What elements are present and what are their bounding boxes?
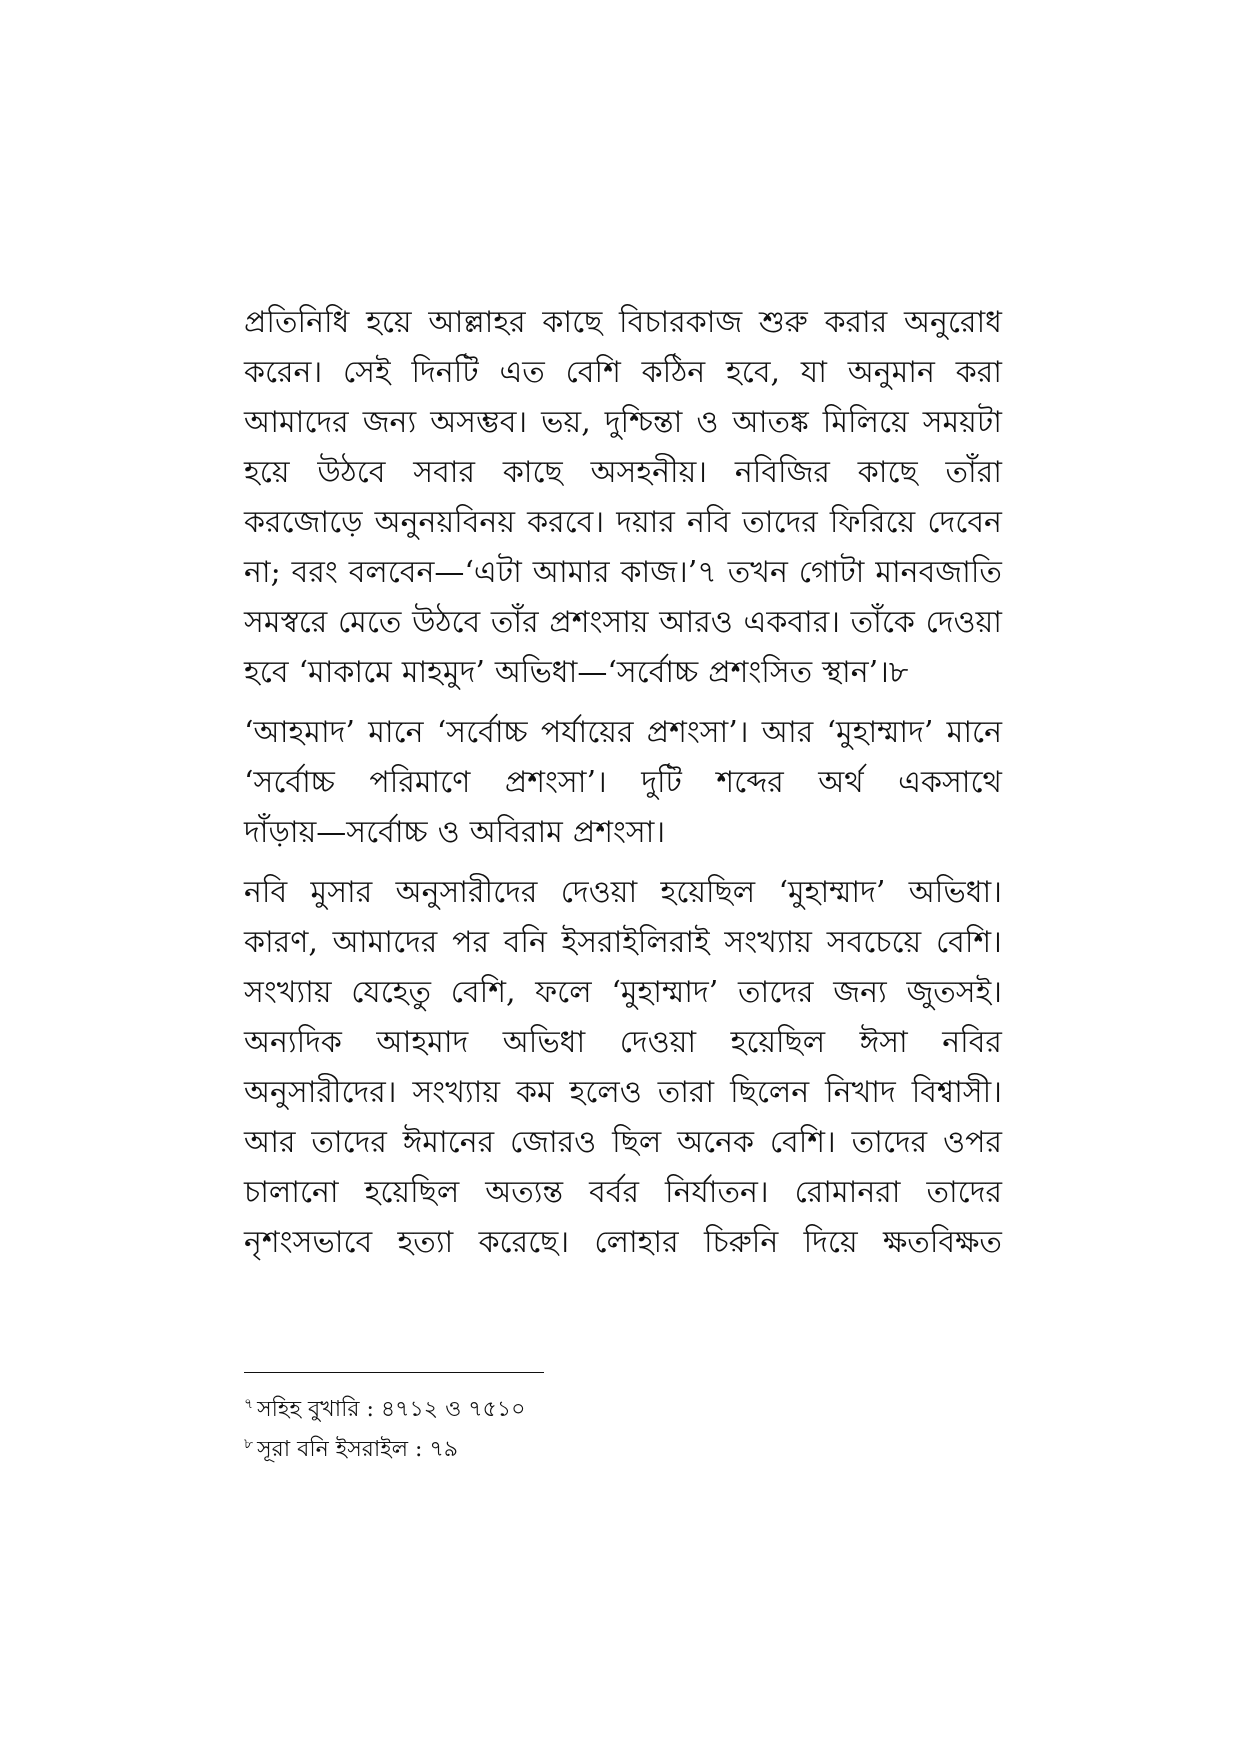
word: মুসার: [310, 875, 373, 910]
word: ‘আহমাদ’: [244, 715, 355, 750]
word: বর্বর: [589, 1175, 639, 1210]
footnote-divider: [244, 1372, 544, 1373]
word: আর: [761, 715, 814, 750]
word: হবে: [244, 655, 289, 690]
word: ‘সর্বোচ্চ: [436, 715, 528, 750]
word: করজোড়ে: [244, 505, 363, 540]
text-line: [244, 298, 1002, 348]
word: জোরও: [509, 1125, 597, 1160]
word: পর: [452, 925, 489, 960]
word: চালানো: [244, 1175, 339, 1210]
text-line: [244, 1218, 1002, 1268]
word: তারা: [657, 1075, 715, 1110]
word: সংখ্যায়: [244, 975, 332, 1010]
word: দেওয়া: [560, 875, 638, 910]
text-line: [244, 598, 1002, 648]
word: আহমাদ: [376, 1025, 469, 1060]
word: সবচেয়ে: [826, 925, 922, 960]
word: কাছে: [542, 305, 603, 340]
word: বিচারকাজ: [619, 305, 743, 340]
word: জন্য: [833, 975, 887, 1010]
word: যেহেতু: [351, 975, 432, 1010]
text-line: [244, 868, 1002, 918]
word: আমার: [532, 555, 610, 590]
word: তাদের: [311, 1125, 387, 1160]
word: না;: [244, 555, 281, 590]
word: হয়ে: [366, 305, 412, 340]
word: নবিজির: [734, 455, 830, 490]
text-line: [244, 708, 1002, 758]
word: দেবেন: [927, 505, 1002, 540]
text-line: [244, 1118, 1002, 1168]
word: ক্ষতবিক্ষত: [883, 1225, 1002, 1260]
word: ছিল: [612, 1125, 662, 1160]
word: যা: [800, 355, 827, 390]
word: সমস্বরে: [244, 605, 328, 640]
word: উঠবে: [412, 605, 481, 640]
word: বিশ্বাসী।: [911, 1075, 1002, 1110]
word: স্থান’।৮: [822, 655, 909, 690]
word: হয়েছিল: [730, 1025, 826, 1060]
text-line: [244, 758, 1002, 808]
word: অবিরাম: [469, 815, 563, 850]
text-line: [244, 968, 1002, 1018]
word: শুরু: [758, 305, 808, 340]
word: সেই: [343, 355, 391, 390]
word: মানে: [946, 715, 1002, 750]
word: ‘সর্বোচ্চ: [244, 765, 335, 800]
footnotes: [244, 1390, 1002, 1470]
word: অনুনয়বিনয়: [374, 505, 515, 540]
word: আর: [244, 1125, 296, 1160]
word: মানে: [368, 715, 424, 750]
word: কারণ,: [244, 925, 318, 960]
word: জুতসই।: [906, 975, 1002, 1010]
word: পর্যায়ের: [540, 715, 634, 750]
word: আল্লাহর: [428, 305, 526, 340]
word: ‘মুহাম্মাদ’: [778, 875, 886, 910]
word: ওপর: [943, 1125, 1002, 1160]
word: প্রশংসা’।: [504, 765, 607, 800]
word: দিনটি: [411, 355, 479, 390]
word: ফলে: [535, 975, 592, 1010]
word: অনুসারীদের।: [244, 1075, 397, 1110]
word: ঈসা: [859, 1025, 908, 1060]
word: ছিলেন: [730, 1075, 810, 1110]
word: তাঁরা: [945, 455, 1002, 490]
word: লোহার: [594, 1225, 679, 1260]
word: মেতে: [337, 605, 402, 640]
word: বলবেন—‘এটা: [348, 555, 522, 590]
word: কাছে: [857, 455, 918, 490]
word: নিখাদ: [825, 1075, 896, 1110]
word: দয়ার: [616, 505, 675, 540]
word: অনুমান: [847, 355, 935, 390]
word: পরিমাণে: [369, 765, 471, 800]
word: কাজ।’৭: [620, 555, 717, 590]
word: হত্যা: [397, 1225, 454, 1260]
word: বনি: [503, 925, 547, 960]
footnote-7: [244, 1390, 1002, 1430]
word: তাঁর: [490, 605, 539, 640]
word: করবে।: [527, 505, 605, 540]
word: ভয়,: [541, 405, 591, 440]
word: সংখ্যায়: [412, 1075, 500, 1110]
text-line: [244, 648, 1002, 698]
paragraph-1: [244, 298, 1002, 698]
word: প্রশংসা।: [572, 815, 666, 850]
word: সবার: [413, 455, 475, 490]
word: ‘মুহাম্মাদ’: [611, 975, 719, 1010]
word: সংখ্যায়: [724, 925, 812, 960]
word: দুশ্চিন্তা: [604, 405, 683, 440]
text-line: [244, 448, 1002, 498]
word: প্রশংসায়: [549, 605, 649, 640]
word: সময়টা: [922, 405, 1002, 440]
word: অসম্ভব।: [430, 405, 528, 440]
word: বরং: [291, 555, 338, 590]
text-line: [244, 1168, 1002, 1218]
word: দিয়ে: [803, 1225, 858, 1260]
word: বেশি।: [769, 1125, 836, 1160]
word: নির্যাতন।: [665, 1175, 769, 1210]
text-line: [244, 1068, 1002, 1118]
word: দেওয়া: [925, 605, 1002, 640]
word: দাঁড়ায়—সর্বোচ্চ: [244, 815, 428, 850]
word: ‘মুহাম্মাদ’: [826, 715, 934, 750]
word: নবি: [686, 505, 731, 540]
word: অসহনীয়।: [590, 455, 708, 490]
word: একসাথে: [898, 765, 1002, 800]
text-line: [244, 1018, 1002, 1068]
word: তাঁকে: [850, 605, 915, 640]
text-line: [244, 348, 1002, 398]
word: প্রতিনিধি: [244, 305, 350, 340]
word: করেছে।: [478, 1225, 570, 1260]
word: ইসরাইলিরাই: [561, 925, 710, 960]
word: প্রশংসা’।: [646, 715, 749, 750]
footnote-text: সহিহ বুখারি : ৪৭১২ ও ৭৫১০: [257, 1397, 526, 1422]
word: হয়েছিল: [364, 1175, 460, 1210]
footnote-marker: ৮: [244, 1435, 254, 1452]
word: অনুসারীদের: [395, 875, 538, 910]
text-line: [244, 808, 1002, 858]
word: অভিধা—‘সর্বোচ্চ: [494, 655, 699, 690]
word: ঈমানের: [402, 1125, 495, 1160]
word: উঠবে: [317, 455, 386, 490]
word: নবি: [244, 875, 288, 910]
word: ও: [696, 405, 719, 440]
footnote-marker: ৭: [244, 1395, 254, 1412]
word: কঠিন: [641, 355, 706, 390]
paragraph-2: [244, 708, 1002, 858]
word: তখন: [727, 555, 788, 590]
word: হয়েছিল: [660, 875, 756, 910]
footnote-text: সূরা বনি ইসরাইল : ৭৯: [257, 1437, 459, 1462]
word: চিরুনি: [703, 1225, 779, 1260]
word: গোটা: [798, 555, 865, 590]
word: আতঙ্ক: [732, 405, 809, 440]
word: দুটি: [641, 765, 682, 800]
word: এত: [499, 355, 545, 390]
word: নবির: [942, 1025, 1002, 1060]
word: রোমানরা: [794, 1175, 901, 1210]
word: অর্থ: [818, 765, 864, 800]
word: অনুরোধ: [904, 305, 1002, 340]
word: করেন।: [244, 355, 323, 390]
word: তাদের: [738, 975, 814, 1010]
word: তাদের: [742, 505, 818, 540]
word: অভিধা।: [908, 875, 1002, 910]
word: হলেও: [569, 1075, 642, 1110]
word: কম: [515, 1075, 554, 1110]
paragraph-3: [244, 868, 1002, 1268]
word: নৃশংসভাবে: [244, 1225, 373, 1260]
footnote-8: [244, 1430, 1002, 1470]
word: মাহমুদ’: [401, 655, 485, 690]
word: তাদের: [926, 1175, 1002, 1210]
body-text: [244, 298, 1002, 1278]
word: অভিধা: [502, 1025, 586, 1060]
text-line: [244, 498, 1002, 548]
word: আমাদের: [332, 925, 438, 960]
word: কাছে: [502, 455, 563, 490]
word: আমাদের: [244, 405, 349, 440]
word: হয়ে: [244, 455, 290, 490]
word: আরও: [659, 605, 733, 640]
word: ও: [437, 815, 460, 850]
word: প্রশংসিত: [708, 655, 813, 690]
word: বেশি,: [450, 975, 516, 1010]
word: দেওয়া: [619, 1025, 697, 1060]
word: ‘মাকামে: [298, 655, 392, 690]
text-line: [244, 918, 1002, 968]
word: হবে,: [726, 355, 781, 390]
word: করা: [955, 355, 1002, 390]
word: বেশি।: [935, 925, 1002, 960]
word: বেশি: [565, 355, 621, 390]
word: অনেক: [677, 1125, 755, 1160]
word: জন্য: [362, 405, 417, 440]
word: মিলিয়ে: [822, 405, 909, 440]
text-line: [244, 548, 1002, 598]
word: মানবজাতি: [875, 555, 1002, 590]
word: তাদের: [851, 1125, 928, 1160]
word: অন্যদিক: [244, 1025, 342, 1060]
word: একবার।: [743, 605, 840, 640]
word: শব্দের: [716, 765, 784, 800]
text-line: [244, 398, 1002, 448]
word: অত্যন্ত: [485, 1175, 564, 1210]
word: করার: [824, 305, 888, 340]
word: ফিরিয়ে: [829, 505, 916, 540]
